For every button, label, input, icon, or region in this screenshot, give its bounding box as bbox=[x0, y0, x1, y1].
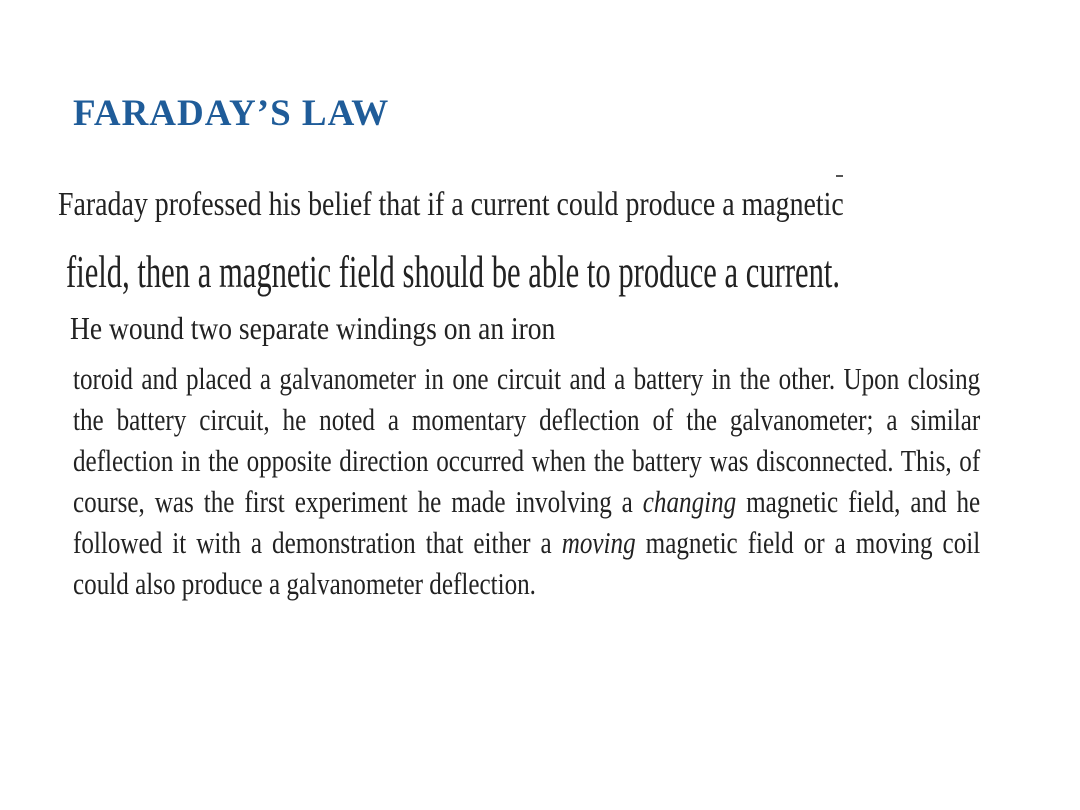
emphasis-changing: changing bbox=[642, 484, 737, 519]
intro-line-3: He wound two separate windings on an iron bbox=[70, 310, 556, 346]
paragraph-text-3: magnetic field or a moving coil could also produce a galvanometer deflection. bbox=[73, 525, 981, 601]
emphasis-moving: moving bbox=[561, 525, 636, 560]
paragraph-text-1: toroid and placed a galvanometer in one circuit and a battery in the other. Upon closing the battery circuit, he noted a momentary deflection of the galvanometer; a similar deflection in the opposite direction occurred when the battery was disconnected. This, of course, was the first experiment he made involving a bbox=[73, 361, 981, 519]
stray-mark bbox=[836, 175, 843, 177]
intro-line-2: field, then a magnetic field should be able to produce a current. bbox=[66, 247, 841, 297]
intro-line-1: Faraday professed his belief that if a current could produce a magnetic bbox=[58, 186, 844, 223]
body-paragraph bbox=[73, 358, 980, 604]
paragraph-text-2: magnetic field, and he followed it with a demonstration that either a bbox=[73, 484, 981, 560]
slide-title: FARADAY’S LAW bbox=[73, 93, 390, 134]
